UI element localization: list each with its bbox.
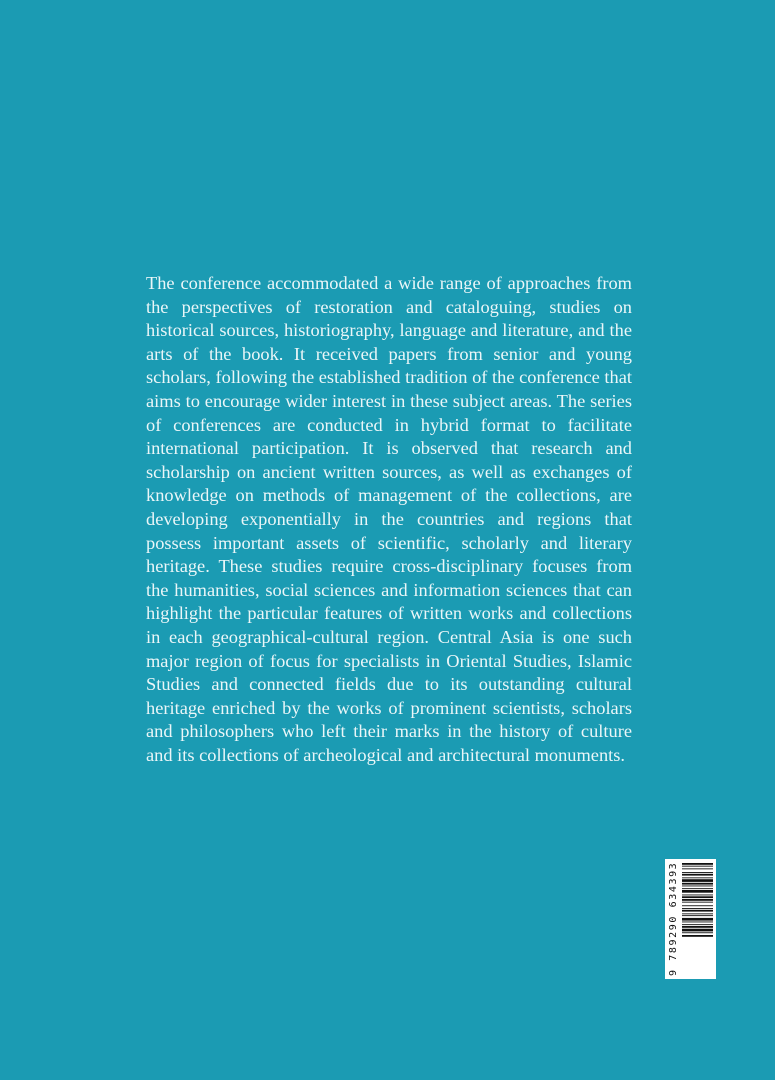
barcode-stripe <box>682 883 713 885</box>
barcode-stripe <box>682 895 713 896</box>
barcode-stripe <box>682 890 713 893</box>
barcode-stripe <box>682 918 713 921</box>
barcode-stripe <box>682 868 713 869</box>
barcode-stripe <box>682 874 713 876</box>
barcode-stripe <box>682 929 713 932</box>
barcode-stripe <box>682 908 713 909</box>
barcode-stripe <box>682 905 713 906</box>
isbn-barcode <box>665 859 716 979</box>
barcode-stripe <box>682 913 713 914</box>
barcode-stripe <box>682 910 713 912</box>
barcode-stripe <box>682 896 713 898</box>
barcode-stripe <box>682 879 713 882</box>
barcode-stripe <box>682 922 713 923</box>
barcode-stripe <box>682 888 713 889</box>
barcode-stripe <box>682 886 713 887</box>
barcode-stripe <box>682 915 713 916</box>
cover-blurb-text: The conference accommodated a wide range of approaches from the perspectives of restoration and cataloguing, studies on historical sources, historiography, language and literature, and the arts of the book. It received papers from senior and young scholars, following the established tradition of the conference that aims to encourage wider interest in these subject areas. The series of conferences are conducted in hybrid format to facilitate international participation. It is observed that research and scholarship on ancient written sources, as well as exchanges of knowledge on methods of management of the collections, are developing exponentially in the countries and regions that possess important assets of scientific, scholarly and literary heritage. These studies require cross-disciplinary focuses from the humanities, social sciences and information sciences that can highlight the particular features of written works and collections in each geographical-cultural region. Central Asia is one such major region of focus for specialists in Oriental Studies, Islamic Studies and connected fields due to its outstanding cultural heritage enriched by the works of prominent scientists, scholars and philosophers who left their marks in the history of culture and its collections of archeological and architectural monuments. <box>146 273 632 765</box>
barcode-stripe <box>682 872 713 873</box>
barcode-stripe <box>682 899 713 901</box>
barcode-stripe <box>682 877 713 878</box>
barcode-stripe <box>682 926 713 928</box>
barcode-stripe <box>682 924 713 925</box>
barcode-stripe <box>682 935 713 937</box>
barcode-stripe <box>682 902 713 903</box>
barcode-number: 9 789290 634393 <box>668 861 679 976</box>
barcode-stripe <box>682 932 713 933</box>
barcode-stripe <box>682 863 713 865</box>
barcode-stripe <box>682 866 713 867</box>
